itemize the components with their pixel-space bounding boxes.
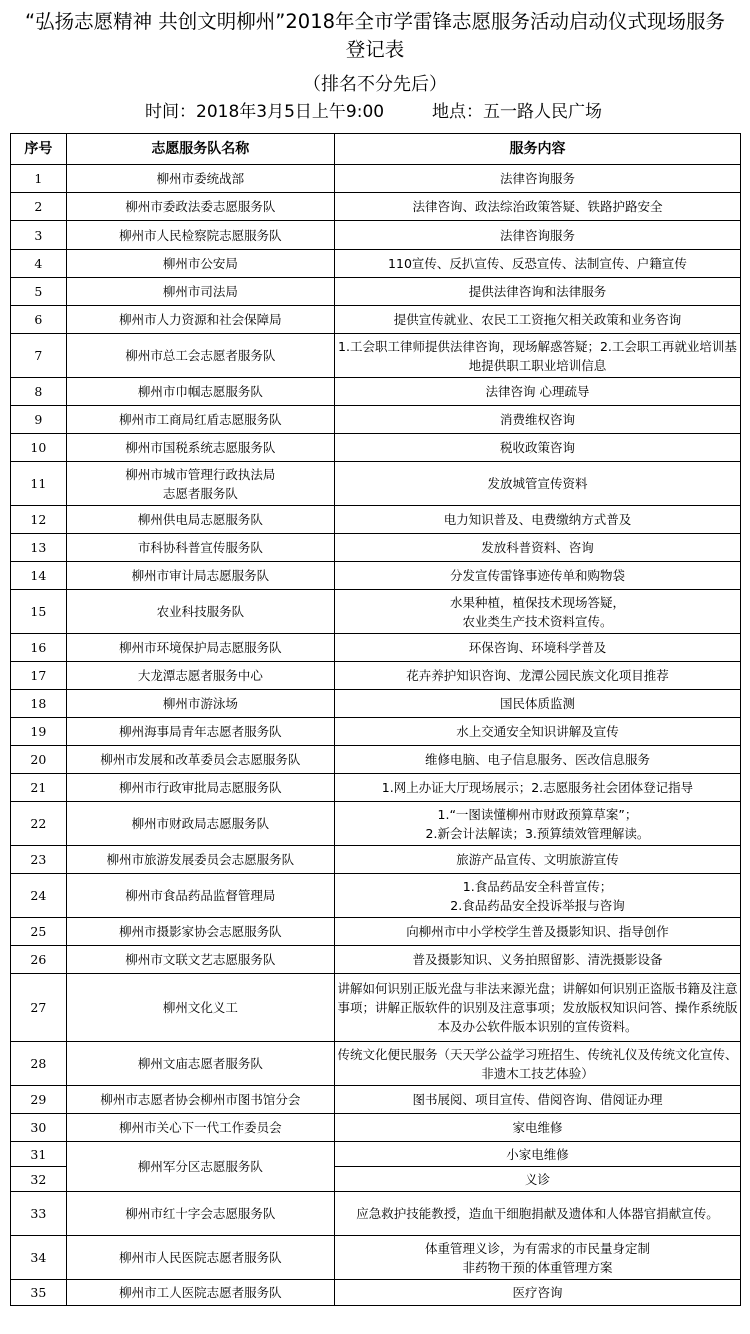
table-row xyxy=(11,250,741,278)
table-row xyxy=(11,918,741,946)
row-no: 14 xyxy=(11,562,67,590)
row-no: 30 xyxy=(11,1114,67,1142)
team-name-line-1: 柳州市城市管理行政执法局 xyxy=(125,466,276,482)
row-no: 32 xyxy=(11,1167,67,1192)
table-row xyxy=(11,506,741,534)
table-row xyxy=(11,746,741,774)
service-content: 分发宣传雷锋事迹传单和购物袋 xyxy=(334,562,740,590)
table-row xyxy=(11,802,741,846)
team-name: 柳州市志愿者协会柳州市图书馆分会 xyxy=(66,1086,334,1114)
row-no: 10 xyxy=(11,434,67,462)
row-no: 2 xyxy=(11,193,67,221)
team-name: 柳州市游泳场 xyxy=(66,690,334,718)
service-content: 法律咨询、政法综治政策答疑、铁路护路安全 xyxy=(334,193,740,221)
team-name: 柳州市财政局志愿服务队 xyxy=(66,802,334,846)
header-no: 序号 xyxy=(11,134,67,165)
table-row xyxy=(11,562,741,590)
table-row xyxy=(11,334,741,378)
service-content: 传统文化便民服务（天天学公益学习班招生、传统礼仪及传统文化宣传、非遗木工技艺体验） xyxy=(334,1042,740,1086)
team-name: 柳州市食品药品监督管理局 xyxy=(66,874,334,918)
table-row xyxy=(11,1280,741,1306)
row-no: 5 xyxy=(11,278,67,306)
table-row xyxy=(11,974,741,1042)
service-content: 110宣传、反扒宣传、反恐宣传、法制宣传、户籍宣传 xyxy=(334,250,740,278)
service-content: 法律咨询服务 xyxy=(334,221,740,250)
table-row xyxy=(11,221,741,250)
service-content: 小家电维修 xyxy=(334,1142,740,1167)
row-no: 12 xyxy=(11,506,67,534)
row-no: 22 xyxy=(11,802,67,846)
row-no: 11 xyxy=(11,462,67,506)
table-row xyxy=(11,1192,741,1236)
team-name: 柳州市关心下一代工作委员会 xyxy=(66,1114,334,1142)
team-name: 柳州市旅游发展委员会志愿服务队 xyxy=(66,846,334,874)
service-content: 家电维修 xyxy=(334,1114,740,1142)
row-no: 31 xyxy=(11,1142,67,1167)
table-row xyxy=(11,946,741,974)
service-content: 医疗咨询 xyxy=(334,1280,740,1306)
row-no: 23 xyxy=(11,846,67,874)
row-no: 3 xyxy=(11,221,67,250)
table-row xyxy=(11,406,741,434)
service-content xyxy=(334,802,740,846)
team-name: 柳州市委统战部 xyxy=(66,165,334,193)
row-no: 9 xyxy=(11,406,67,434)
row-no: 15 xyxy=(11,590,67,634)
team-name: 柳州市人力资源和社会保障局 xyxy=(66,306,334,334)
header-service: 服务内容 xyxy=(334,134,740,165)
team-name: 柳州市国税系统志愿服务队 xyxy=(66,434,334,462)
title-line-2: 登记表 xyxy=(345,38,405,61)
service-line-1: 1.食品药品安全科普宣传； xyxy=(462,878,613,894)
team-name: 柳州市工人医院志愿者服务队 xyxy=(66,1280,334,1306)
table-row xyxy=(11,278,741,306)
team-name: 柳州市工商局红盾志愿服务队 xyxy=(66,406,334,434)
row-no: 19 xyxy=(11,718,67,746)
table-row xyxy=(11,662,741,690)
service-content xyxy=(334,590,740,634)
service-content: 发放科普资料、咨询 xyxy=(334,534,740,562)
service-line-2: 农业类生产技术资料宣传。 xyxy=(462,613,613,629)
service-line-1: 水果种植，植保技术现场答疑， xyxy=(449,594,625,610)
table-row xyxy=(11,846,741,874)
service-line-2: 2.新会计法解读；3.预算绩效管理解读。 xyxy=(425,825,650,841)
service-content: 电力知识普及、电费缴纳方式普及 xyxy=(334,506,740,534)
row-no: 8 xyxy=(11,378,67,406)
team-name-line-2: 志愿者服务队 xyxy=(162,485,238,501)
table-row xyxy=(11,1142,741,1167)
table-row xyxy=(11,774,741,802)
team-name: 柳州市司法局 xyxy=(66,278,334,306)
service-content: 旅游产品宣传、文明旅游宣传 xyxy=(334,846,740,874)
service-line-2: 2.食品药品安全投诉举报与咨询 xyxy=(450,897,625,913)
service-content: 发放城管宣传资料 xyxy=(334,462,740,506)
table-row xyxy=(11,1236,741,1280)
table-row xyxy=(11,378,741,406)
row-no: 35 xyxy=(11,1280,67,1306)
registration-table xyxy=(10,133,741,1306)
service-content: 消费维权咨询 xyxy=(334,406,740,434)
service-content: 国民体质监测 xyxy=(334,690,740,718)
service-line-1: 1.“一图读懂柳州市财政预算草案”； xyxy=(437,806,638,822)
row-no: 27 xyxy=(11,974,67,1042)
row-no: 26 xyxy=(11,946,67,974)
service-content xyxy=(334,874,740,918)
team-name: 柳州市摄影家协会志愿服务队 xyxy=(66,918,334,946)
row-no: 20 xyxy=(11,746,67,774)
row-no: 13 xyxy=(11,534,67,562)
row-no: 28 xyxy=(11,1042,67,1086)
table-row xyxy=(11,718,741,746)
service-content: 提供宣传就业、农民工工资拖欠相关政策和业务咨询 xyxy=(334,306,740,334)
service-content: 义诊 xyxy=(334,1167,740,1192)
row-no: 33 xyxy=(11,1192,67,1236)
row-no: 21 xyxy=(11,774,67,802)
team-name: 柳州市发展和改革委员会志愿服务队 xyxy=(66,746,334,774)
team-name: 柳州市人民检察院志愿服务队 xyxy=(66,221,334,250)
team-name: 柳州市总工会志愿者服务队 xyxy=(66,334,334,378)
team-name: 柳州文庙志愿者服务队 xyxy=(66,1042,334,1086)
team-name: 柳州市公安局 xyxy=(66,250,334,278)
row-no: 17 xyxy=(11,662,67,690)
row-no: 1 xyxy=(11,165,67,193)
team-name: 农业科技服务队 xyxy=(66,590,334,634)
page-title xyxy=(0,8,750,64)
service-content: 提供法律咨询和法律服务 xyxy=(334,278,740,306)
event-meta xyxy=(0,98,750,126)
service-content: 讲解如何识别正版光盘与非法来源光盘；讲解如何识别正盗版书籍及注意事项；讲解正版软件的识别及注意事项；发放版权知识问答、操作系统版本及办公软件版本识别的宣传资料。 xyxy=(334,974,740,1042)
row-no: 18 xyxy=(11,690,67,718)
team-name: 柳州市委政法委志愿服务队 xyxy=(66,193,334,221)
service-content: 环保咨询、环境科学普及 xyxy=(334,634,740,662)
header-team-name: 志愿服务队名称 xyxy=(66,134,334,165)
row-no: 29 xyxy=(11,1086,67,1114)
team-name: 柳州市行政审批局志愿服务队 xyxy=(66,774,334,802)
table-row xyxy=(11,534,741,562)
service-content: 1.网上办证大厅现场展示；2.志愿服务社会团体登记指导 xyxy=(334,774,740,802)
team-name: 柳州市巾帼志愿服务队 xyxy=(66,378,334,406)
row-no: 7 xyxy=(11,334,67,378)
row-no: 25 xyxy=(11,918,67,946)
page-subtitle: （排名不分先后） xyxy=(303,74,447,95)
row-no: 16 xyxy=(11,634,67,662)
team-name: 市科协科普宣传服务队 xyxy=(66,534,334,562)
team-name: 柳州市人民医院志愿者服务队 xyxy=(66,1236,334,1280)
service-content: 向柳州市中小学校学生普及摄影知识、指导创作 xyxy=(334,918,740,946)
team-name: 柳州市环境保护局志愿服务队 xyxy=(66,634,334,662)
team-name: 柳州市审计局志愿服务队 xyxy=(66,562,334,590)
table-row xyxy=(11,690,741,718)
table-header-row xyxy=(11,134,741,165)
team-name: 柳州军分区志愿服务队 xyxy=(66,1142,334,1192)
team-name: 柳州市文联文艺志愿服务队 xyxy=(66,946,334,974)
service-content: 税收政策咨询 xyxy=(334,434,740,462)
team-name: 柳州文化义工 xyxy=(66,974,334,1042)
service-content: 维修电脑、电子信息服务、医改信息服务 xyxy=(334,746,740,774)
table-row xyxy=(11,1086,741,1114)
service-content: 法律咨询服务 xyxy=(334,165,740,193)
team-name: 柳州海事局青年志愿者服务队 xyxy=(66,718,334,746)
event-time: 时间：2018年3月5日上午9:00 xyxy=(145,102,385,122)
service-content: 图书展阅、项目宣传、借阅咨询、借阅证办理 xyxy=(334,1086,740,1114)
table-row xyxy=(11,165,741,193)
team-name: 大龙潭志愿者服务中心 xyxy=(66,662,334,690)
table-row xyxy=(11,590,741,634)
row-no: 34 xyxy=(11,1236,67,1280)
row-no: 6 xyxy=(11,306,67,334)
service-content xyxy=(334,1236,740,1280)
team-name: 柳州市红十字会志愿服务队 xyxy=(66,1192,334,1236)
table-row xyxy=(11,462,741,506)
table-row xyxy=(11,874,741,918)
team-name xyxy=(66,462,334,506)
service-line-2: 非药物干预的体重管理方案 xyxy=(462,1259,613,1275)
service-content: 应急救护技能教授，造血干细胞捐献及遗体和人体器官捐献宣传。 xyxy=(334,1192,740,1236)
table-row xyxy=(11,1114,741,1142)
service-line-1: 体重管理义诊，为有需求的市民量身定制 xyxy=(424,1240,650,1256)
service-content: 花卉养护知识咨询、龙潭公园民族文化项目推荐 xyxy=(334,662,740,690)
row-no: 4 xyxy=(11,250,67,278)
table-row xyxy=(11,306,741,334)
table-row xyxy=(11,1042,741,1086)
team-name: 柳州供电局志愿服务队 xyxy=(66,506,334,534)
table-row xyxy=(11,193,741,221)
table-row xyxy=(11,434,741,462)
event-place: 地点：五一路人民广场 xyxy=(432,102,602,122)
title-line-1: “弘扬志愿精神 共创文明柳州”2018年全市学雷锋志愿服务活动启动仪式现场服务 xyxy=(24,10,726,33)
service-content: 1.工会职工律师提供法律咨询，现场解惑答疑；2.工会职工再就业培训基地提供职工职业培训信息 xyxy=(334,334,740,378)
table-row xyxy=(11,634,741,662)
row-no: 24 xyxy=(11,874,67,918)
service-content: 普及摄影知识、义务拍照留影、清洗摄影设备 xyxy=(334,946,740,974)
service-content: 水上交通安全知识讲解及宣传 xyxy=(334,718,740,746)
service-content: 法律咨询 心理疏导 xyxy=(334,378,740,406)
